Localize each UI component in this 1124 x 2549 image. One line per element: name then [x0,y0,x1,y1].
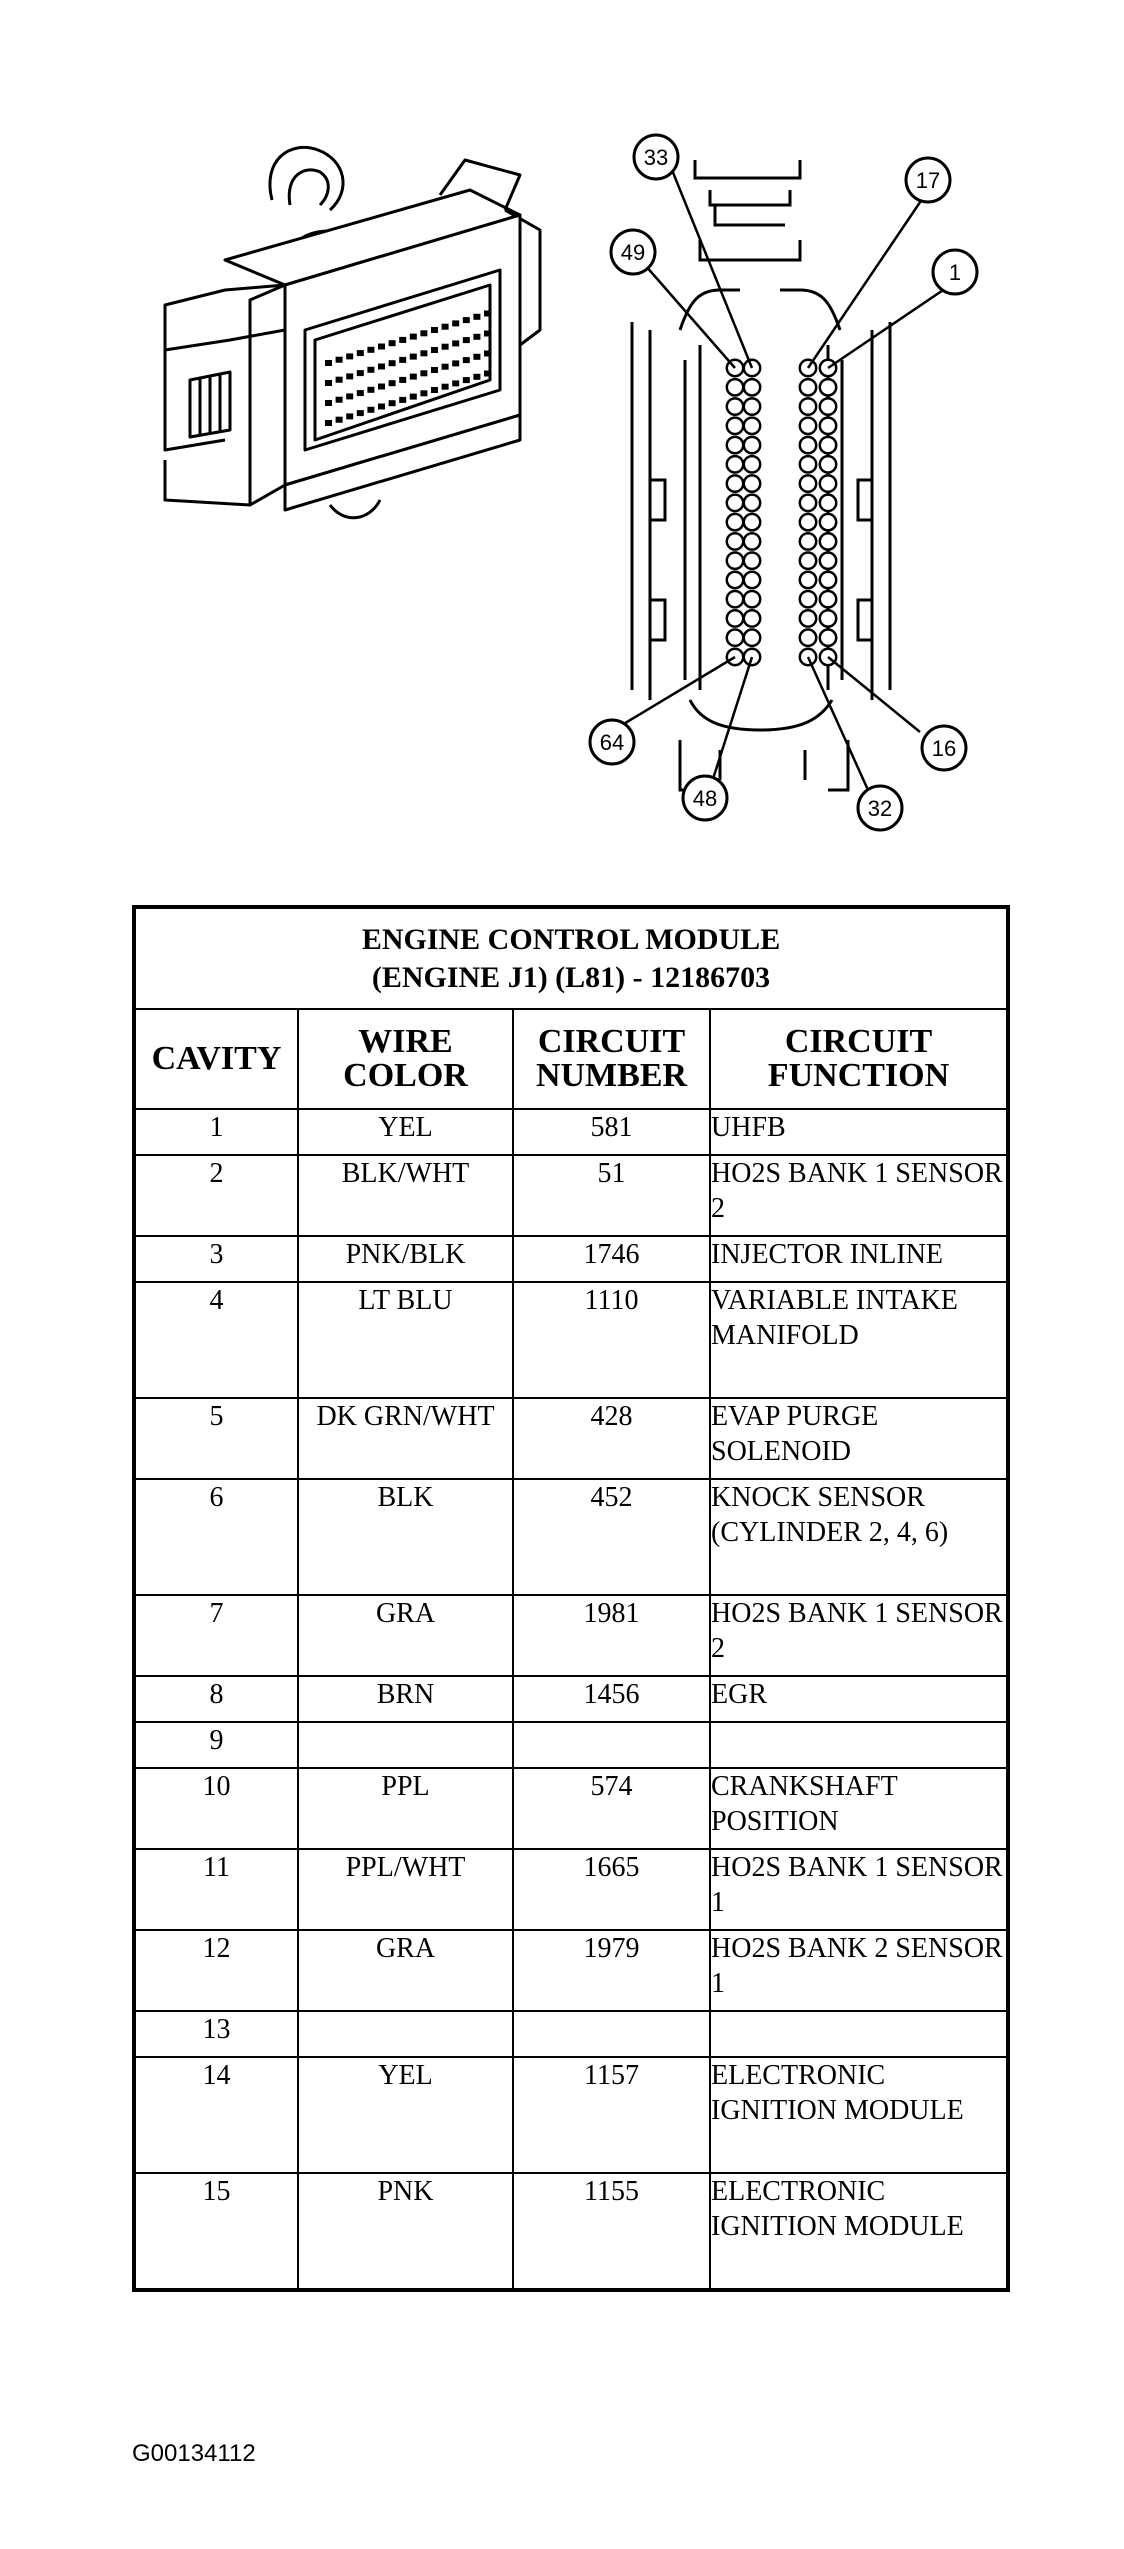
connector-pin-dot [336,397,343,403]
pin-cavity [727,533,743,549]
pin-cavity [820,398,836,414]
circuit-function-cell: INJECTOR INLINE [710,1236,1008,1282]
pin-cavity [820,456,836,472]
circuit-number-cell: 428 [513,1398,710,1479]
pin-cavity [820,475,836,491]
circuit-function-cell: UHFB [710,1109,1008,1155]
circuit-number-cell [513,1722,710,1768]
connector-pin-dot [336,417,343,423]
cavity-cell: 9 [134,1722,298,1768]
cavity-cell: 6 [134,1479,298,1595]
connector-pin-dot [410,334,417,340]
cavity-cell: 14 [134,2057,298,2173]
table-row [134,1930,1008,2011]
pin-cavity [727,610,743,626]
circuit-function-cell: EGR [710,1676,1008,1722]
pin-cavity [800,418,816,434]
pin-cavity [800,572,816,588]
connector-pin-dot [367,407,374,413]
connector-pin-dot [378,384,385,390]
connector-pin-dot [420,370,427,376]
circuit-function-cell: KNOCK SENSOR (CYLINDER 2, 4, 6) [710,1479,1008,1595]
circuit-function-cell: HO2S BANK 1 SENSOR 2 [710,1155,1008,1236]
connector-pin-dot [484,371,491,377]
pin-cavity [727,572,743,588]
table-row [134,1479,1008,1595]
callout-32 [858,786,902,830]
callout-49-label: 49 [620,240,646,265]
connector-pin-dot [367,347,374,353]
connector-pin-dot [473,374,480,380]
connector-pin-dot [389,380,396,386]
header-circuit-function-line-1: CIRCUIT [784,1023,933,1060]
cavity-cell: 4 [134,1282,298,1398]
connector-pin-dot [357,410,364,416]
pin-cavity [800,456,816,472]
header-wire-color-line-2: COLOR [343,1057,468,1094]
pin-cavity [744,572,760,588]
table-row [134,1768,1008,1849]
header-cavity [134,1009,298,1109]
cavity-cell: 7 [134,1595,298,1676]
connector-pin-dot [357,390,364,396]
table-title-line-2: (ENGINE J1) (L81) - 12186703 [371,960,771,994]
connector-pin-dot [442,384,449,390]
connector-pin-dot [442,344,449,350]
cavity-cell: 3 [134,1236,298,1282]
wire-color-cell [298,1722,513,1768]
pin-cavity [800,379,816,395]
pin-cavity [727,630,743,646]
wire-color-cell: BRN [298,1676,513,1722]
connector-pin-dot [336,357,343,363]
circuit-function-cell: EVAP PURGE SOLENOID [710,1398,1008,1479]
wire-color-cell: DK GRN/WHT [298,1398,513,1479]
connector-diagram [0,0,1124,880]
wire-color-cell: LT BLU [298,1282,513,1398]
circuit-number-cell: 452 [513,1479,710,1595]
circuit-function-cell: CRANKSHAFT POSITION [710,1768,1008,1849]
connector-pin-dot [473,334,480,340]
pin-cavity [800,591,816,607]
circuit-number-cell [513,2011,710,2057]
wire-color-cell: GRA [298,1595,513,1676]
pin-cavity [800,533,816,549]
circuit-number-cell: 1110 [513,1282,710,1398]
connector-pin-dot [420,330,427,336]
connector-pin-dot [325,360,332,366]
circuit-number-cell: 574 [513,1768,710,1849]
pin-cavity [800,495,816,511]
connector-pin-dot [410,394,417,400]
connector-pin-dot [399,357,406,363]
connector-pin-dot [442,364,449,370]
pin-cavity [744,398,760,414]
table-row [134,1722,1008,1768]
connector-pin-dot [367,367,374,373]
pin-cavity [727,398,743,414]
connector-pin-dot [389,400,396,406]
pin-cavity [800,610,816,626]
cavity-cell: 2 [134,1155,298,1236]
header-circuit-function-line-2: FUNCTION [767,1057,950,1094]
wire-color-cell: PNK/BLK [298,1236,513,1282]
table-row [134,1236,1008,1282]
header-wire-color-line-1: WIRE [358,1023,453,1060]
pin-cavity [820,514,836,530]
pin-cavity [820,495,836,511]
connector-pin-dot [399,377,406,383]
pin-cavity [727,514,743,530]
circuit-function-cell: ELECTRONIC IGNITION MODULE [710,2173,1008,2290]
callout-33 [634,135,678,179]
connector-pin-dot [452,380,459,386]
circuit-number-cell: 1746 [513,1236,710,1282]
connector-pin-dot [367,387,374,393]
table-title [134,907,1008,1009]
wire-color-cell: PNK [298,2173,513,2290]
table-row [134,1398,1008,1479]
connector-pin-dot [431,347,438,353]
connector-pin-dot [346,373,353,379]
connector-pin-dot [410,354,417,360]
pin-cavity [820,572,836,588]
wire-color-cell: BLK [298,1479,513,1595]
callout-48-label: 48 [692,786,718,811]
connector-pin-dot [336,377,343,383]
wire-color-cell: YEL [298,1109,513,1155]
cavity-cell: 8 [134,1676,298,1722]
connector-pin-dot [473,354,480,360]
pin-cavity [727,495,743,511]
circuit-number-cell: 1456 [513,1676,710,1722]
callout-1-label: 1 [948,260,962,285]
pin-cavity [727,379,743,395]
connector-pin-dot [452,320,459,326]
connector-pin-dot [463,317,470,323]
pin-cavity [744,552,760,568]
header-wire-color [298,1009,513,1109]
connector-pin-dot [463,377,470,383]
connector-illustration [165,147,540,517]
table-row [134,1676,1008,1722]
connector-pin-dot [357,350,364,356]
pin-cavity [800,552,816,568]
connector-pin-dot [484,351,491,357]
wire-color-cell: PPL/WHT [298,1849,513,1930]
wire-color-cell [298,2011,513,2057]
pin-cavity [744,610,760,626]
connector-pin-dot [484,311,491,317]
callout-16 [922,726,966,770]
wire-color-cell: GRA [298,1930,513,2011]
table-row [134,1109,1008,1155]
header-circuit-number-line-1: CIRCUIT [537,1023,686,1060]
circuit-number-cell: 51 [513,1155,710,1236]
connector-pin-dot [420,390,427,396]
pin-cavity [727,591,743,607]
callout-49 [611,230,655,274]
connector-pin-dot [442,324,449,330]
circuit-function-cell: ELECTRONIC IGNITION MODULE [710,2057,1008,2173]
table-row [134,1155,1008,1236]
connector-pin-dot [346,413,353,419]
cavity-cell: 5 [134,1398,298,1479]
pin-cavity [800,475,816,491]
figure-id: G00134112 [132,2440,256,2467]
circuit-function-cell: HO2S BANK 1 SENSOR 2 [710,1595,1008,1676]
cavity-cell: 1 [134,1109,298,1155]
pin-cavity [820,610,836,626]
connector-pin-dot [378,364,385,370]
pin-cavity [820,591,836,607]
pin-cavity [820,437,836,453]
connector-pin-dot [484,331,491,337]
callout-64-label: 64 [599,730,625,755]
callout-17 [906,158,950,202]
connector-pin-dot [325,400,332,406]
callout-64 [590,720,634,764]
header-circuit-function [710,1009,1008,1109]
pin-cavity [744,437,760,453]
pin-cavity [744,475,760,491]
pin-cavity [744,630,760,646]
connector-pin-dot [410,374,417,380]
connector-pin-dot [473,314,480,320]
connector-pin-dot [399,397,406,403]
connector-pin-dot [325,420,332,426]
connector-pin-dot [378,404,385,410]
circuit-number-cell: 1665 [513,1849,710,1930]
pin-cavity [744,379,760,395]
circuit-number-cell: 1979 [513,1930,710,2011]
circuit-function-cell [710,1722,1008,1768]
pin-cavity [744,495,760,511]
cavity-cell: 11 [134,1849,298,1930]
pin-cavity [727,437,743,453]
circuit-number-cell: 1157 [513,2057,710,2173]
cavity-cell: 13 [134,2011,298,2057]
table-row [134,1595,1008,1676]
connector-pin-dot [452,340,459,346]
circuit-function-cell: VARIABLE INTAKE MANIFOLD [710,1282,1008,1398]
connector-pin-dot [431,387,438,393]
pin-cavity [800,630,816,646]
wire-color-cell: BLK/WHT [298,1155,513,1236]
connector-pin-dot [325,380,332,386]
pin-cavity [727,418,743,434]
circuit-function-cell [710,2011,1008,2057]
circuit-number-cell: 1981 [513,1595,710,1676]
table-row [134,2057,1008,2173]
callout-1 [933,250,977,294]
connector-pin-dot [431,327,438,333]
cavity-cell: 12 [134,1930,298,2011]
table-row [134,2173,1008,2290]
pin-cavity [800,514,816,530]
circuit-number-cell: 1155 [513,2173,710,2290]
table-row [134,1849,1008,1930]
connector-pin-dot [452,360,459,366]
connector-pin-dot [431,367,438,373]
callout-33-label: 33 [643,145,669,170]
wire-color-cell: YEL [298,2057,513,2173]
pin-cavity [820,533,836,549]
connector-pin-dot [463,357,470,363]
callout-32-label: 32 [867,796,893,821]
pin-cavity [800,398,816,414]
wire-color-cell: PPL [298,1768,513,1849]
header-circuit-number-line-2: NUMBER [535,1057,688,1094]
pin-cavity [800,437,816,453]
pin-cavity [744,418,760,434]
pin-cavity [744,591,760,607]
pin-cavity [820,418,836,434]
pin-cavity [727,552,743,568]
cavity-cell: 15 [134,2173,298,2290]
pin-leader-lines [622,170,955,790]
table-title-line-1: ENGINE CONTROL MODULE [361,922,781,956]
callout-16-label: 16 [931,736,957,761]
connector-pin-dot [420,350,427,356]
pin-cavity [727,456,743,472]
connector-pin-dot [357,370,364,376]
table-row [134,2011,1008,2057]
pin-cavity [820,379,836,395]
circuit-function-cell: HO2S BANK 2 SENSOR 1 [710,1930,1008,2011]
connector-pin-dot [463,337,470,343]
pin-cavity [727,475,743,491]
cavity-cell: 10 [134,1768,298,1849]
pin-cavity [820,630,836,646]
callout-17-label: 17 [915,168,941,193]
pin-cavity [744,456,760,472]
pinout-table [132,905,1010,2292]
circuit-number-cell: 581 [513,1109,710,1155]
connector-pin-dot [389,360,396,366]
circuit-function-cell: HO2S BANK 1 SENSOR 1 [710,1849,1008,1930]
connector-pin-dot [346,393,353,399]
pin-cavity [744,533,760,549]
pin-cavity [744,514,760,530]
table-row [134,1282,1008,1398]
callout-48 [683,776,727,820]
connector-pin-dot [346,353,353,359]
header-circuit-number [513,1009,710,1109]
header-cavity-label: CAVITY [151,1040,282,1077]
pin-cavity-columns [727,360,836,665]
connector-pin-dot [399,337,406,343]
pin-cavity [820,552,836,568]
connector-pin-dot [378,344,385,350]
connector-pin-dot [389,340,396,346]
